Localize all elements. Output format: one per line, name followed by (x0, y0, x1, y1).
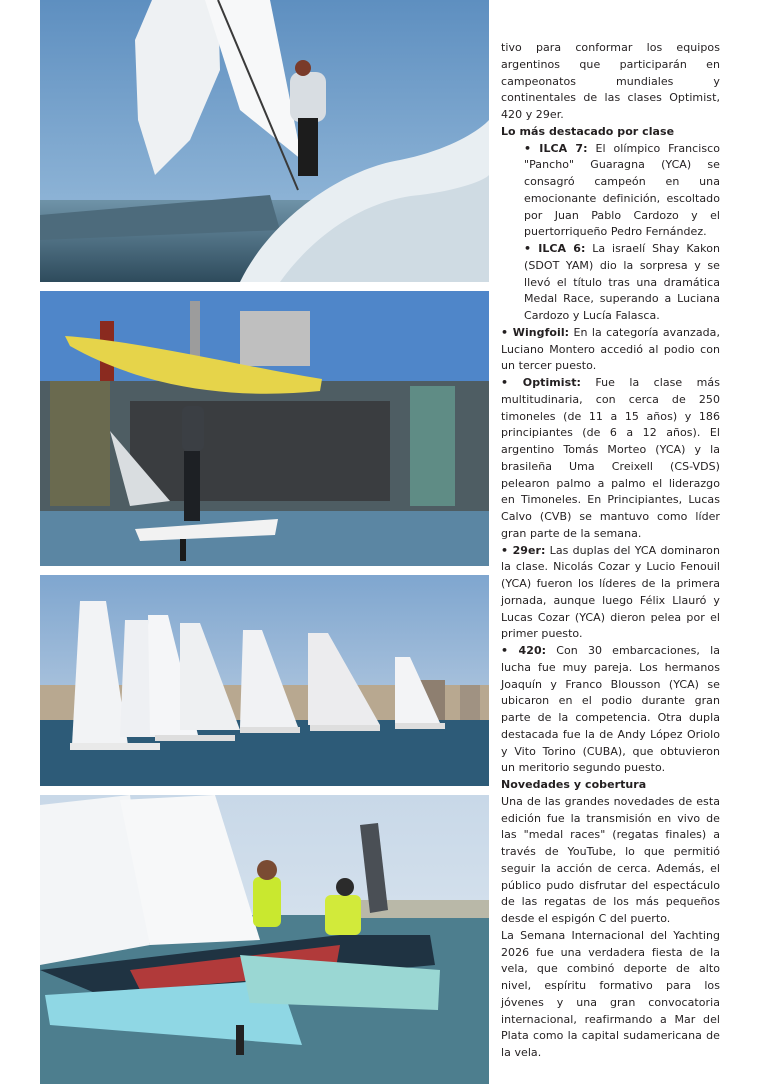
photo-dinghy-spray (40, 0, 489, 282)
news-paragraph: Una de las grandes novedades de esta edición fue la transmisión en vivo de las "medal races" (regatas finales) a través de YouTube, lo que permitió seguir la acción de cerca. Además, el público pudo disfrutar del espectáculo de las regatas de los más pequeños desde el espigón C del puerto. (501, 794, 720, 925)
section-heading-news: Novedades y cobertura (501, 778, 647, 791)
article-text-column (501, 40, 720, 1062)
section-heading-highlights: Lo más destacado por clase (501, 124, 675, 138)
list-item-wingfoil: • Wingfoil: En la categoría avanzada, Luciano Montero accedió al podio con un tercer puesto. (501, 325, 720, 373)
intro-paragraph: tivo para conformar los equipos argentinos que participarán en campeonatos mundiales y continentales de las clases Optimist, 420 y 29er. (501, 41, 720, 121)
photo-wingfoil-dock (40, 291, 489, 566)
closing-paragraph: La Semana Internacional del Yachting 2026 fue una verdadera fiesta de la vela, que combinó deporte de alto nivel, espíritu formativo para los jóvenes y una gran convocatoria internacional, reafirmando a Mar del Plata como la capital sudamericana de la vela. (501, 928, 720, 1059)
list-item-ilca7: • ILCA 7: El olímpico Francisco "Pancho" Guaragna (YCA) se consagró campeón en una emocionante definición, escoltado por Juan Pablo Cardozo y el puertorriqueño Pedro Fernández. (524, 141, 720, 239)
list-item-29er: • 29er: Las duplas del YCA dominaron la clase. Nicolás Cozar y Lucio Fenouil (YCA) fueron los líderes de la primera jornada, aunque luego Félix Llauró y Lucas Cozar (YCA) dieron pelea por el primer puesto. (501, 543, 720, 641)
class-results-list (501, 141, 720, 778)
photo-dinghy-fleet (40, 575, 489, 786)
photo-catamaran-crew (40, 795, 489, 1084)
list-item-optimist: • Optimist: Fue la clase más multitudinaria, con cerca de 250 timoneles (de 11 a 15 años) y 186 principiantes (de 6 a 12 años). El argentino Tomás Morteo (YCA) y la brasileña Uma Creixell (CS-VDS) pelearon palmo a palmo el liderazgo en Timoneles. En Principiantes, Lucas Calvo (CVB) se mantuvo como líder gran parte de la semana. (501, 376, 720, 540)
list-item-420: • 420: Con 30 embarcaciones, la lucha fue muy pareja. Los hermanos Joaquín y Franco Blousson (YCA) se ubicaron en el podio durante gran parte de la competencia. Otra dupla destacada fue la de Andy López Oriolo y Vito Torino (CUBA), que obtuvieron un meritorio segundo puesto. (501, 644, 720, 775)
list-item-ilca6: • ILCA 6: La israelí Shay Kakon (SDOT YAM) dio la sorpresa y se llevó el título tras una dramática Medal Race, superando a Luciana Cardozo y Lucía Falasca. (524, 242, 721, 322)
